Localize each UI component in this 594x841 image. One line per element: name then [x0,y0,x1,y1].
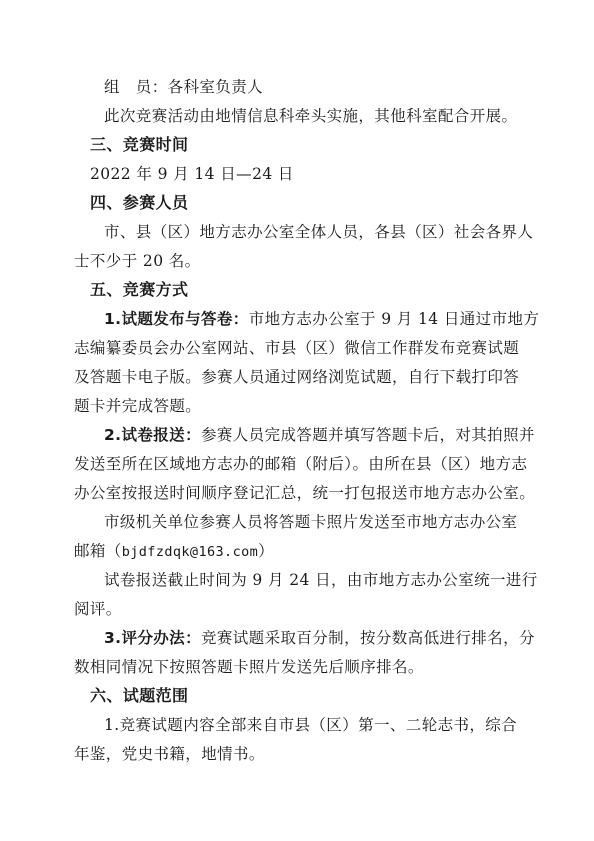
city-units-line-2 [74,541,274,562]
item-3-text: 竞赛试题采取百分制，按分数高低进行排名，分 [200,629,535,647]
item-1-text: 市地方志办公室于 9 月 14 日通过市地方 [248,310,540,328]
item-3-line-1 [104,628,535,648]
item-1-line-3: 及答题卡电子版。参赛人员通过网络浏览试题，自行下载打印答 [74,368,520,386]
item-2-label: 2.试卷报送： [104,426,201,444]
scope-line-1: 1.竞赛试题内容全部来自市县（区）第一、二轮志书，综合 [104,716,518,734]
competition-date: 2022 年 9 月 14 日—24 日 [90,165,294,183]
item-2-line-1 [104,425,535,445]
participants-line-2: 士不少于 20 名。 [74,252,201,270]
email-suffix: ） [258,542,275,560]
organizer-line: 此次竞赛活动由地情信息科牵头实施，其他科室配合开展。 [104,107,518,125]
item-2-line-3: 办公室按报送时间顺序登记汇总，统一打包报送市地方志办公室。 [74,484,536,502]
item-3-label: 3.评分办法： [104,629,201,647]
item-1-line-1 [104,309,539,329]
item-1-line-4: 题卡并完成答题。 [74,397,202,415]
members-line: 组 员：各科室负责人 [104,78,264,96]
item-1-label: 1.试题发布与答卷： [104,310,249,328]
section-5-heading: 五、竞赛方式 [90,280,189,299]
deadline-line-1: 试卷报送截止时间为 9 月 24 日，由市地方志办公室统一进行 [104,571,538,589]
item-1-line-2: 志编纂委员会办公室网站、市县（区）微信工作群发布竞赛试题 [74,339,520,357]
email-address: bjdfzdqk@163.com [121,544,259,560]
deadline-line-2: 阅评。 [74,600,122,618]
email-prefix: 邮箱（ [74,542,122,560]
section-6-heading: 六、试题范围 [90,686,189,705]
item-2-text: 参赛人员完成答题并填写答题卡后，对其拍照并 [200,426,535,444]
item-3-line-2: 数相同情况下按照答题卡照片发送先后顺序排名。 [74,658,424,676]
scope-line-2: 年鉴，党史书籍，地情书。 [74,745,265,763]
item-2-line-2: 发送至所在区域地方志办的邮箱（附后）。由所在县（区）地方志 [74,455,528,473]
section-4-heading: 四、参赛人员 [90,193,189,212]
city-units-line-1: 市级机关单位参赛人员将答题卡照片发送至市地方志办公室 [104,513,518,531]
section-3-heading: 三、竞赛时间 [90,135,189,154]
participants-line-1: 市、县（区）地方志办公室全体人员，各县（区）社会各界人 [104,223,534,241]
